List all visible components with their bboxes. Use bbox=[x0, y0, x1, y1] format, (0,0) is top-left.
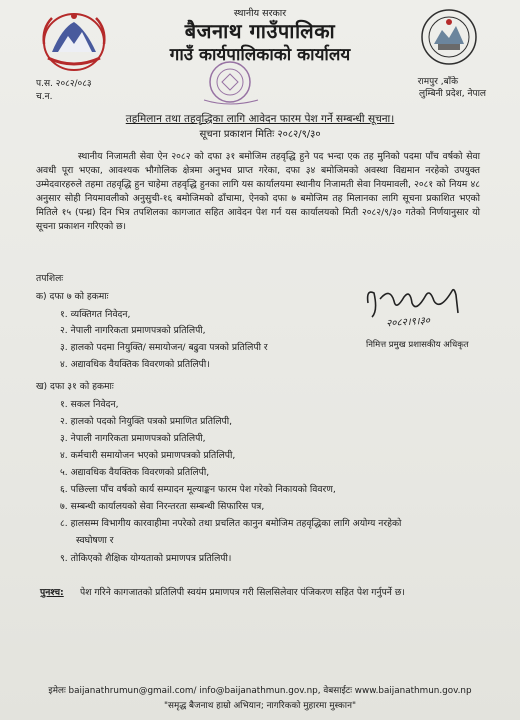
publish-date: सूचना प्रकाशन मितिः २०८२/९/३० bbox=[199, 129, 321, 140]
section-b-item: ३. नेपाली नागरिकता प्रमाणपत्रको प्रतिलिपी, bbox=[60, 433, 206, 444]
office-stamp-icon bbox=[196, 60, 266, 108]
section-b-item: ७. सम्बन्धी कार्यालयको सेवा निरन्तरता सम्बन्धी सिफारिस पत्र, bbox=[60, 501, 265, 512]
section-a-item: ४. अद्यावधिक वैयक्तिक विवरणको प्रतिलिपी। bbox=[60, 359, 210, 370]
section-a-item: १. व्यक्तिगत निवेदन, bbox=[60, 309, 131, 320]
footer-slogan: "समृद्ध बैजनाथ हाम्रो अभियान; नागरिकको मुहारमा मुस्कान" bbox=[163, 701, 357, 711]
address-line2: लुम्बिनी प्रदेश, नेपाल bbox=[419, 89, 486, 99]
punascha-text: पेश गरिने कागजातको प्रतिलिपी स्वयंम प्रमाणपत्र गरी सिलसिलेवार पंजिकरण सहित पेश गर्नुपर्ने छ। bbox=[80, 587, 405, 598]
section-b-item: १. सकल निवेदन, bbox=[60, 399, 119, 410]
signature-date: २०८२।९।३० bbox=[385, 315, 431, 330]
section-a-item: २. नेपाली नागरिकता प्रमाणपत्रको प्रतिलिपी, bbox=[60, 325, 206, 336]
punascha-label: पुनश्च: bbox=[40, 587, 64, 598]
section-b-item: ६. पछिल्ला पाँच वर्षको कार्य सम्पादन मूल्याङ्कन फारम पेश गरेको निकायको विवरण, bbox=[60, 484, 336, 495]
signature-icon bbox=[360, 285, 480, 335]
section-b-item: ८. हालसम्म विभागीय कारवाहीमा नपरेको तथा प्रचलित कानुन बमोजिम तहवृद्धिका लागि अयोग्य नरहेको bbox=[60, 518, 402, 529]
section-b-title: ख) दफा ३१ को हकमाः bbox=[36, 381, 114, 392]
signatory-title: निमित्त प्रमुख प्रशासकीय अधिकृत bbox=[366, 340, 469, 350]
address-line1: रामपुर ,बाँके bbox=[417, 77, 458, 87]
section-b-item: ४. कर्मचारी समायोजन भएको प्रमाणपत्रको प्रतिलिपी, bbox=[60, 450, 236, 461]
dispatch-number: च.न. bbox=[36, 92, 53, 102]
notice-title: तहमिलान तथा तहवृद्धिका लागि आवेदन फारम पेश गर्ने सम्बन्धी सूचना। bbox=[125, 113, 395, 125]
office-name: गाउँ कार्यपालिकाको कार्यालय bbox=[169, 45, 351, 65]
section-b-item: २. हालको पदको नियुक्ति पत्रको प्रमाणित प्रतिलिपी, bbox=[60, 416, 233, 427]
govt-label: स्थानीय सरकार bbox=[233, 8, 287, 19]
section-b-item-cont: स्वघोषणा र bbox=[76, 535, 114, 546]
section-a-item: ३. हालको पदमा नियुक्ति/ समायोजन/ बढुवा पत्रको प्रतिलिपी र bbox=[60, 342, 268, 353]
section-b-item: ५. अद्यावधिक वैयक्तिक विवरणको प्रतिलिपी, bbox=[60, 467, 210, 478]
section-b-item: ९. तोकिएको शैक्षिक योग्यताको प्रमाणपत्र प्रतिलिपी। bbox=[60, 553, 232, 564]
notice-body: स्थानीय निजामती सेवा ऐन २०८२ को दफा ३१ बमोजिम तहवृद्धि हुने पद भन्दा एक तह मुनिको पदमा पाँच वर्षको सेवा अवधी पूरा भएका, आवश्यक भौगोलिक क्षेत्रमा अनुभव प्राप्त गरेका, दफा ३४ बमोजिमको अवस्था विद्यमान नरहेको उपयुक्त उम्मेदवारहरुले तहमा तहवृद्धि हुन चाहेमा तहवृद्धि हुनका लागि यस कार्यालयमा स्थानीय निजामती सेवा नियमावली, २०८१ को नियम ४८ अनुसार सोही नियमावलीको अनुसुची-१६ बमोजिमको ढाँचामा, ऐनको दफा ७ बमोजिम तह मिलानका लागि सूचना प्रकाशित भएको मितिले १५ (पन्ध्र) दिन भित्र तपशिलका कागजात सहित आवेदन पेश गर्न यस कार्यालयको मिती २०८२/९/३० गतेको निर्णयानुसार यो सूचना प्रकाशन गरिएको छ। bbox=[36, 151, 480, 232]
section-a-title: क) दफा ७ को हकमाः bbox=[36, 291, 109, 302]
footer-contact: इमेलः baijanathrumun@gmail.com/ info@baijanathmun.gov.np, वेबसाईटः www.baijanathmun.gov.np bbox=[48, 686, 472, 696]
ref-number: प.स. २०८२/०८३ bbox=[36, 79, 92, 89]
municipality-name: बैजनाथ गाउँपालिका bbox=[184, 19, 336, 43]
tapsil-label: तपशिलः bbox=[36, 273, 64, 284]
